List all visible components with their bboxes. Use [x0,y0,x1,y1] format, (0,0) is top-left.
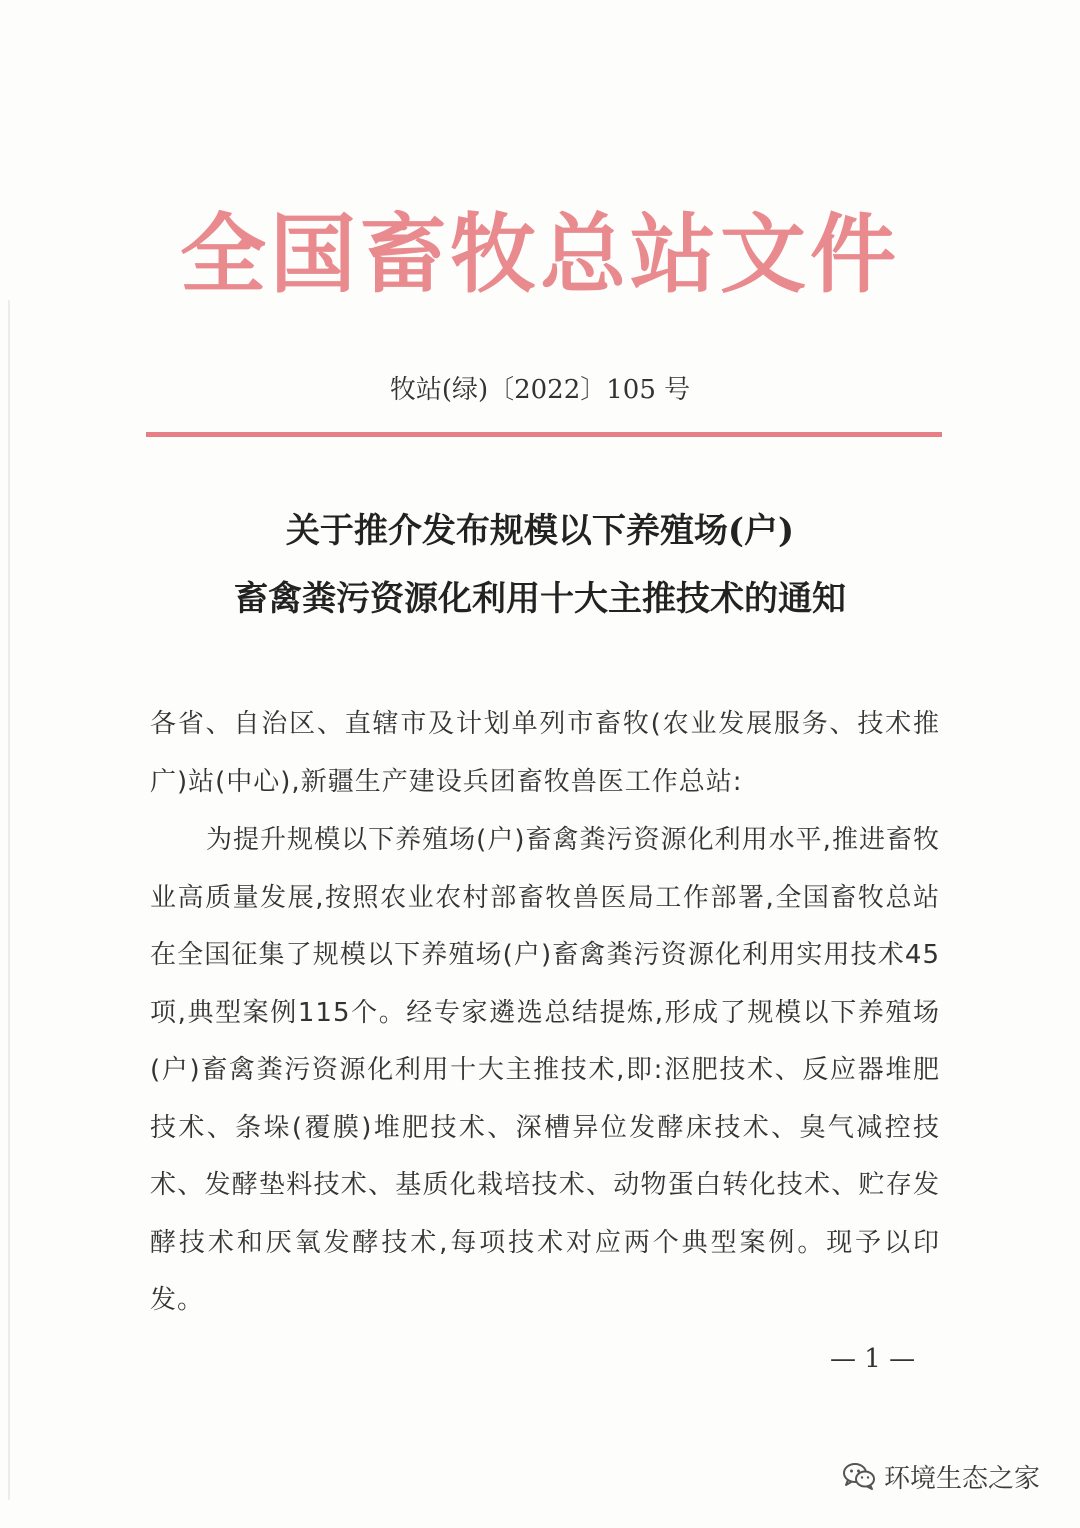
red-divider-line [146,432,942,437]
scan-edge [8,300,10,1500]
document-number: 牧站(绿)〔2022〕105 号 [389,375,691,405]
watermark [842,1456,1040,1496]
salutation: 各省、自治区、直辖市及计划单列市畜牧(农业发展服务、技术推广)站(中心),新疆生产建设兵团畜牧兽医工作总站: [150,709,940,797]
watermark-text: 环境生态之家 [884,1463,1041,1494]
notice-heading-line-2: 畜禽粪污资源化利用十大主推技术的通知 [234,579,846,619]
org-title: 全国畜牧总站文件 [180,204,900,305]
page-number: — 1 — [830,1344,916,1374]
wechat-icon [842,1461,876,1491]
body-paragraph: 为提升规模以下养殖场(户)畜禽粪污资源化利用水平,推进畜牧业高质量发展,按照农业农村部畜牧兽医局工作部署,全国畜牧总站在全国征集了规模以下养殖场(户)畜禽粪污资源化利用实用技术45项,典型案例115个。经专家遴选总结提炼,形成了规模以下养殖场(户)畜禽粪污资源化利用十大主推技术,即:沤肥技术、反应器堆肥技术、条垛(覆膜)堆肥技术、深槽异位发酵床技术、臭气减控技术、发酵垫料技术、基质化栽培技术、动物蛋白转化技术、贮存发酵技术和厌氧发酵技术,每项技术对应两个典型案例。现予以印发。 [150,825,940,1315]
notice-heading-line-1: 关于推介发布规模以下养殖场(户) [285,511,795,551]
